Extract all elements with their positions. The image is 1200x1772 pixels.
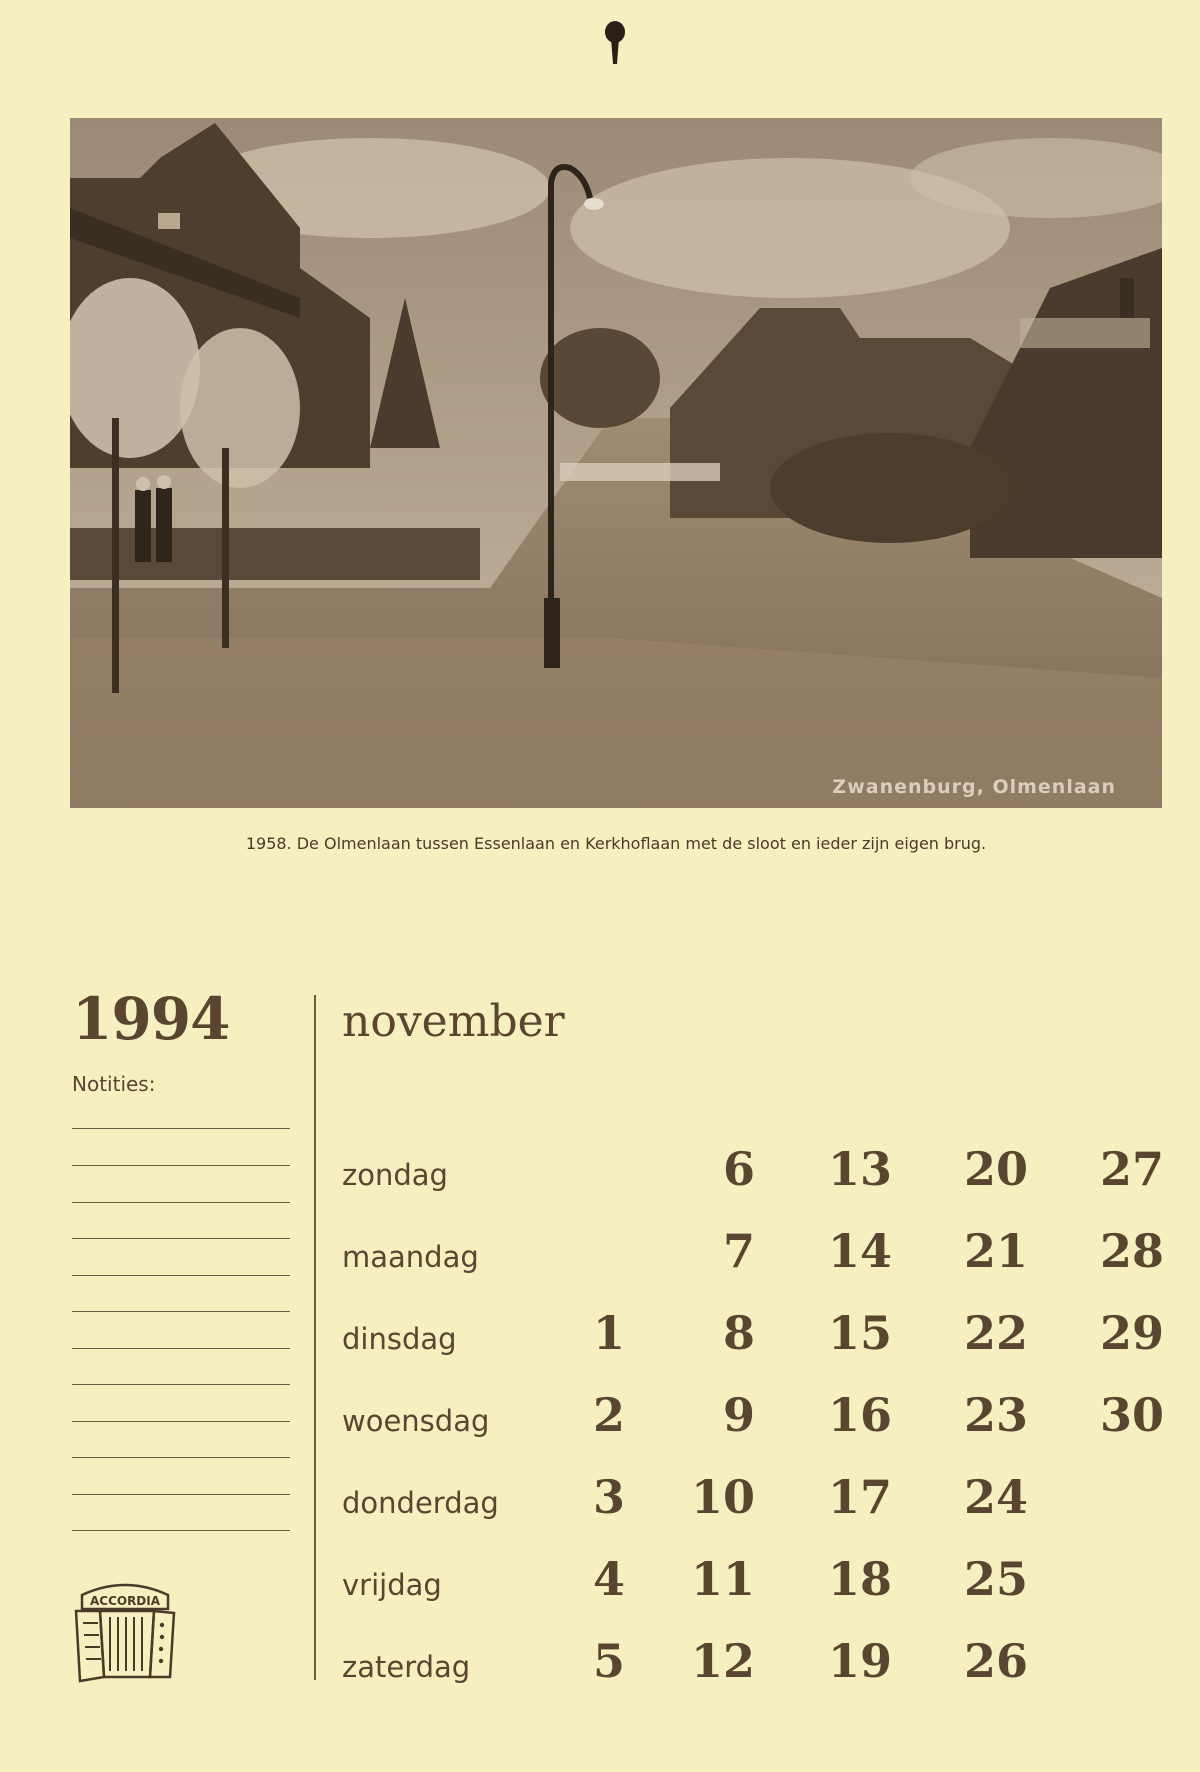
day-number: 3 — [592, 1470, 625, 1524]
day-number: 21 — [963, 1224, 1028, 1278]
note-line — [72, 1202, 290, 1203]
notes-label: Notities: — [72, 1072, 156, 1096]
day-number: 11 — [690, 1552, 755, 1606]
month-name: november — [342, 996, 565, 1047]
day-number: 25 — [963, 1552, 1028, 1606]
note-line — [72, 1494, 290, 1495]
day-number: 19 — [827, 1634, 892, 1688]
note-line — [72, 1311, 290, 1312]
column-divider — [314, 995, 316, 1680]
photo-caption: 1958. De Olmenlaan tussen Essenlaan en Kerkhoflaan met de sloot en ieder zijn eigen brug. — [245, 834, 987, 853]
accordion-icon — [72, 1573, 178, 1685]
day-number: 10 — [690, 1470, 755, 1524]
day-number: 24 — [963, 1470, 1028, 1524]
day-number: 20 — [963, 1142, 1028, 1196]
day-number: 30 — [1099, 1388, 1164, 1442]
note-line — [72, 1421, 290, 1422]
day-name: dinsdag — [342, 1322, 457, 1356]
day-number: 15 — [827, 1306, 892, 1360]
day-number: 2 — [592, 1388, 625, 1442]
day-name: zaterdag — [342, 1650, 471, 1684]
day-number: 17 — [827, 1470, 892, 1524]
day-number: 27 — [1099, 1142, 1164, 1196]
day-name: zondag — [342, 1158, 448, 1192]
photo-overlay-text: Zwanenburg, Olmenlaan — [832, 776, 1116, 798]
day-number: 6 — [722, 1142, 755, 1196]
day-number: 13 — [827, 1142, 892, 1196]
hanging-hole — [604, 20, 626, 66]
day-number: 4 — [592, 1552, 625, 1606]
note-line — [72, 1384, 290, 1385]
street-photo — [70, 118, 1162, 808]
note-line — [72, 1128, 290, 1129]
day-number: 7 — [722, 1224, 755, 1278]
day-number: 8 — [722, 1306, 755, 1360]
day-name: maandag — [342, 1240, 479, 1274]
day-number: 12 — [690, 1634, 755, 1688]
day-name: woensdag — [342, 1404, 490, 1438]
note-line — [72, 1348, 290, 1349]
day-name: vrijdag — [342, 1568, 442, 1602]
calendar-year: 1994 — [72, 985, 230, 1053]
day-number: 26 — [963, 1634, 1028, 1688]
day-number: 5 — [592, 1634, 625, 1688]
day-number: 9 — [722, 1388, 755, 1442]
day-name: donderdag — [342, 1486, 499, 1520]
logo-text: ACCORDIA — [89, 1594, 161, 1608]
note-line — [72, 1165, 290, 1166]
day-number: 16 — [827, 1388, 892, 1442]
street-scene-image — [70, 118, 1162, 808]
day-number: 23 — [963, 1388, 1028, 1442]
note-line — [72, 1530, 290, 1531]
note-line — [72, 1275, 290, 1276]
day-number: 1 — [592, 1306, 625, 1360]
day-number: 28 — [1099, 1224, 1164, 1278]
day-number: 14 — [827, 1224, 892, 1278]
day-number: 29 — [1099, 1306, 1164, 1360]
day-number: 18 — [827, 1552, 892, 1606]
note-line — [72, 1238, 290, 1239]
day-number: 22 — [963, 1306, 1028, 1360]
note-line — [72, 1457, 290, 1458]
